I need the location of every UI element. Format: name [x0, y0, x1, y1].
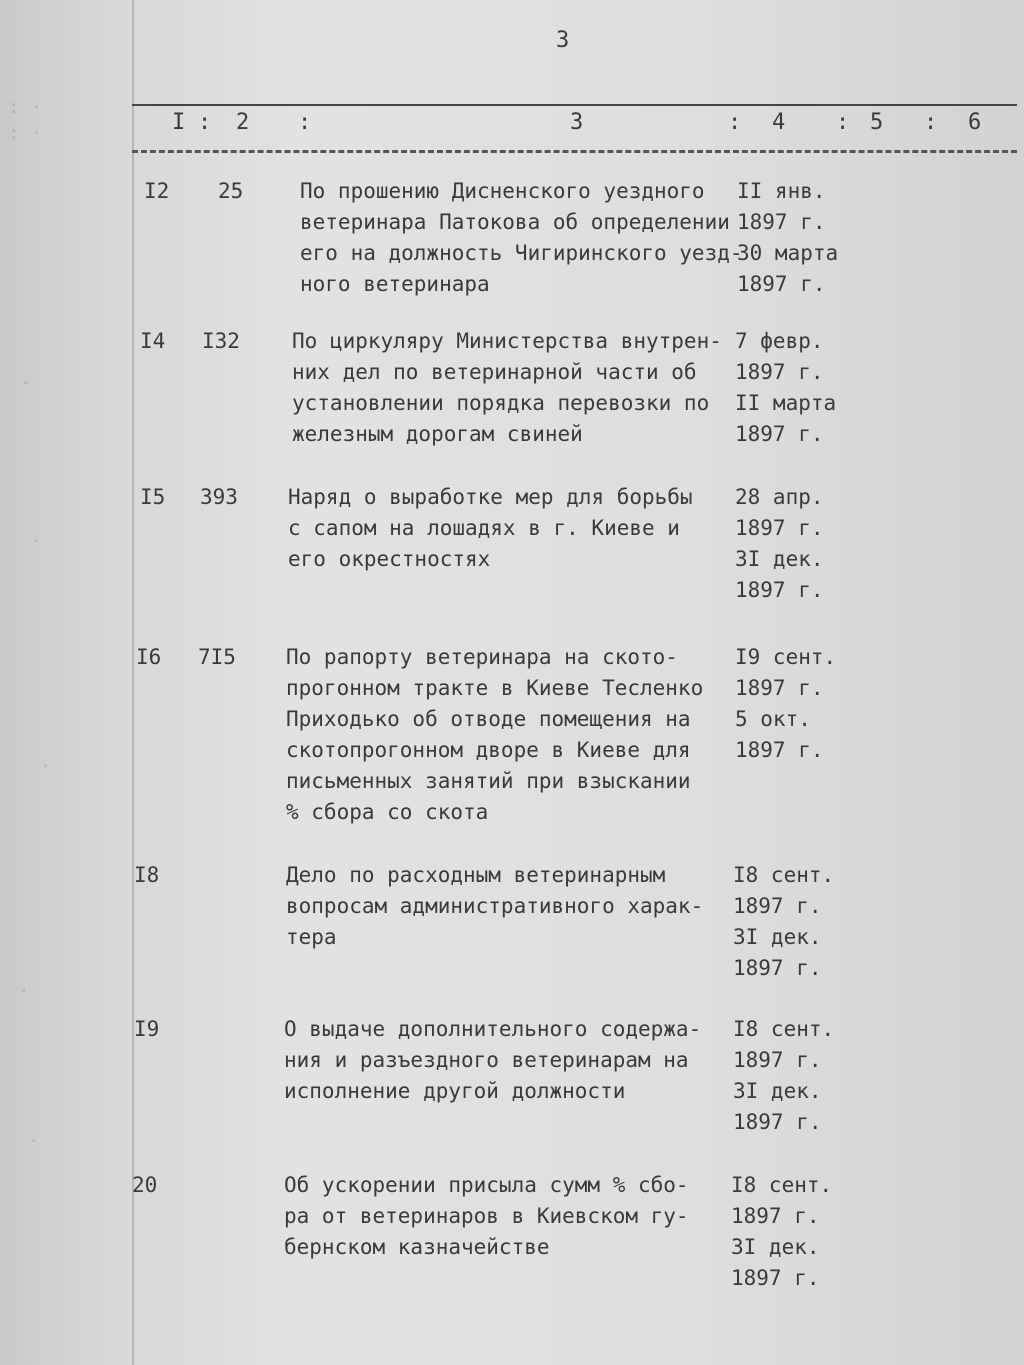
record-number: I8 — [134, 863, 160, 887]
page-number: 3 — [556, 28, 571, 53]
record-title-line: его окрестностях — [288, 547, 491, 571]
record-title-line: По прошению Дисненского уездного — [300, 179, 705, 203]
record-date-line: I9 сент. — [735, 645, 837, 669]
record-title-line: письменных занятий при взыскании — [286, 769, 691, 793]
record-date-line: 1897 г. — [735, 738, 824, 762]
record-date-line: 1897 г. — [731, 1266, 820, 1290]
record-title-line: % сбора со скота — [286, 800, 489, 824]
record-number: I2 — [144, 179, 170, 203]
record-date-line: I8 сент. — [731, 1173, 833, 1197]
record-date-line: 1897 г. — [733, 894, 822, 918]
record-title-line: железным дорогам свиней — [292, 422, 583, 446]
record-date-line: II янв. — [737, 179, 826, 203]
record-title-line: Наряд о выработке мер для борьбы — [288, 485, 693, 509]
record-title — [286, 860, 726, 953]
record-date-line: 1897 г. — [735, 360, 824, 384]
record-date-line: 1897 г. — [733, 956, 822, 980]
record-date-line: 28 апр. — [735, 485, 824, 509]
record-date-line: 1897 г. — [735, 516, 824, 540]
record-date-line: 1897 г. — [735, 422, 824, 446]
record-dates — [735, 642, 836, 766]
record-title-line: Дело по расходным ветеринарным — [286, 863, 666, 887]
record-dates — [735, 482, 824, 606]
record-title-line: вопросам административного харак- — [286, 894, 704, 918]
record-sheets: 393 — [200, 485, 238, 509]
record-title — [284, 1014, 724, 1107]
record-title — [284, 1170, 724, 1263]
header-col-1: I — [172, 110, 186, 135]
record-date-line: 3I дек. — [731, 1235, 820, 1259]
header-col-3: 3 — [570, 110, 584, 135]
record-title-line: ния и разъездного ветеринарам на — [284, 1048, 689, 1072]
header-separator: : — [298, 110, 312, 135]
header-col-4: 4 — [772, 110, 786, 135]
record-title-line: По циркуляру Министерства внутрен- — [292, 329, 722, 353]
record-sheets: 25 — [218, 179, 244, 203]
header-col-6: 6 — [968, 110, 982, 135]
record-dates — [733, 860, 834, 984]
record-title-line: бернском казначействе — [284, 1235, 550, 1259]
record-date-line: I8 сент. — [733, 863, 835, 887]
record-number: I6 — [136, 645, 162, 669]
bleed-through-mark: : · — [8, 96, 43, 118]
record-title-line: По рапорту ветеринара на ското- — [286, 645, 678, 669]
record-title-line: них дел по ветеринарной части об — [292, 360, 697, 384]
record-sheets: 7I5 — [198, 645, 236, 669]
record-date-line: 3I дек. — [733, 1079, 822, 1103]
record-title-line: ра от ветеринаров в Киевском гу- — [284, 1204, 689, 1228]
record-title-line: скотопрогонном дворе в Киеве для — [286, 738, 691, 762]
record-title-line: Об ускорении присыла сумм % сбо- — [284, 1173, 689, 1197]
record-number: I9 — [134, 1017, 160, 1041]
record-title-line: О выдаче дополнительного содержа- — [284, 1017, 702, 1041]
page-fold — [132, 0, 134, 1365]
header-separator: : — [924, 110, 938, 135]
record-number: I4 — [140, 329, 166, 353]
record-title — [288, 482, 728, 575]
record-number: I5 — [140, 485, 166, 509]
record-date-line: 1897 г. — [735, 676, 824, 700]
record-title-line: с сапом на лошадях в г. Киеве и — [288, 516, 680, 540]
record-date-line: 1897 г. — [733, 1110, 822, 1134]
record-date-line: 1897 г. — [731, 1204, 820, 1228]
record-date-line: 1897 г. — [737, 210, 826, 234]
header-separator: : — [728, 110, 742, 135]
record-date-line: 1897 г. — [735, 578, 824, 602]
header-col-2: 2 — [236, 110, 250, 135]
record-title-line: Приходько об отводе помещения на — [286, 707, 691, 731]
record-title-line: тера — [286, 925, 337, 949]
record-title-line: ветеринара Патокова об определении — [300, 210, 730, 234]
bleed-through-mark: · — [40, 755, 52, 777]
record-dates — [733, 1014, 834, 1138]
record-date-line: 3I дек. — [735, 547, 824, 571]
record-title-line: его на должность Чигиринского уезд- — [300, 241, 743, 265]
record-title — [286, 642, 726, 828]
record-title — [300, 176, 743, 300]
header-top-rule — [132, 104, 1017, 106]
header-separator: : — [198, 110, 212, 135]
table-header — [132, 110, 1017, 148]
record-date-line: II марта — [735, 391, 837, 415]
bleed-through-mark: · — [20, 372, 32, 394]
record-title-line: ного ветеринара — [300, 272, 490, 296]
record-date-line: 3I дек. — [733, 925, 822, 949]
bleed-through-mark: · — [18, 980, 30, 1002]
record-title-line: прогонном тракте в Киеве Тесленко — [286, 676, 704, 700]
bleed-through-mark: · — [30, 530, 42, 552]
record-dates — [735, 326, 836, 450]
record-date-line: 1897 г. — [737, 272, 826, 296]
record-date-line: 5 окт. — [735, 707, 811, 731]
record-dates — [731, 1170, 832, 1294]
bleed-through-mark: · — [28, 1130, 40, 1152]
bleed-through-mark: : · — [8, 122, 43, 144]
record-sheets: I32 — [202, 329, 240, 353]
record-title — [292, 326, 732, 450]
record-title-line: исполнение другой должности — [284, 1079, 626, 1103]
record-dates — [737, 176, 838, 300]
header-col-5: 5 — [870, 110, 884, 135]
header-bottom-rule — [132, 150, 1017, 153]
record-number: 20 — [132, 1173, 158, 1197]
record-date-line: 7 февр. — [735, 329, 824, 353]
record-date-line: 1897 г. — [733, 1048, 822, 1072]
record-title-line: установлении порядка перевозки по — [292, 391, 710, 415]
header-separator: : — [836, 110, 850, 135]
record-date-line: 30 марта — [737, 241, 839, 265]
record-date-line: I8 сент. — [733, 1017, 835, 1041]
